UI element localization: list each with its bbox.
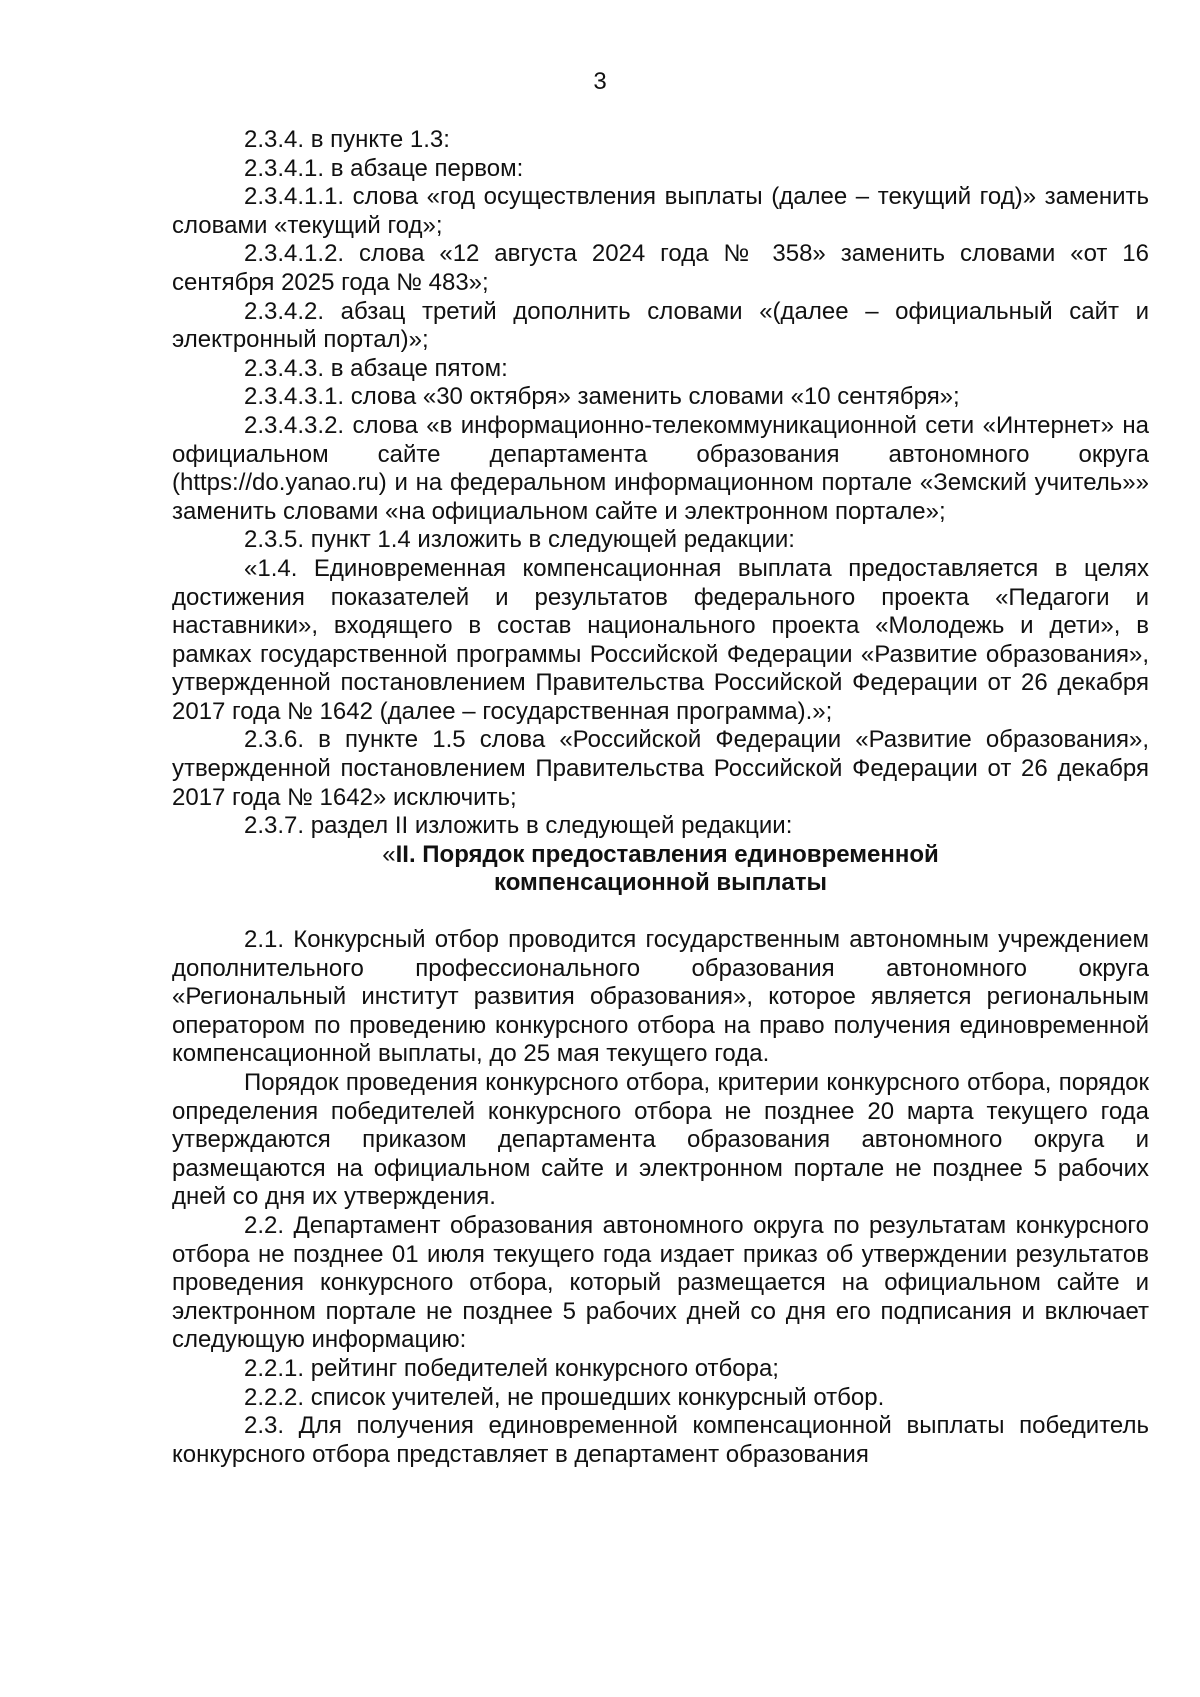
document-body <box>172 126 1149 1469</box>
paragraph: «1.4. Единовременная компенсационная выплата предоставляется в целях достижения показателей и результатов федерального проекта «Педагоги и наставники», входящего в состав национального проекта «Молодежь и дети», в рамках государственной программы Российской Федерации «Развитие образования», утвержденной постановлением Правительства Российской Федерации от 26 декабря 2017 года № 1642 (далее – государственная программа).»; <box>172 554 1149 725</box>
opening-quote: « <box>382 840 396 868</box>
paragraph: 2.3.4.3.1. слова «30 октября» заменить словами «10 сентября»; <box>244 383 960 411</box>
paragraph: 2.2.1. рейтинг победителей конкурсного отбора; <box>244 1354 779 1382</box>
paragraph: 2.1. Конкурсный отбор проводится государственным автономным учреждением дополнительного профессионального образования автономного округа «Региональный институт развития образования», которое является региональным оператором по проведению конкурсного отбора на право получения единовременной компенсационной выплаты, до 25 мая текущего года. <box>172 926 1149 1068</box>
paragraph: 2.3.6. в пункте 1.5 слова «Российской Федерации «Развитие образования», утвержденной постановлением Правительства Российской Федерации от 26 декабря 2017 года № 1642» исключить; <box>172 726 1149 811</box>
paragraph: 2.3.4.1.2. слова «12 августа 2024 года № 358» заменить словами «от 16 сентября 2025 года № 483»; <box>172 240 1149 296</box>
page-number: 3 <box>593 68 607 95</box>
section-heading <box>172 841 1149 898</box>
paragraph: 2.3.4. в пункте 1.3: <box>244 126 450 153</box>
section-heading-line-2: компенсационной выплаты <box>494 869 827 897</box>
paragraph: 2.3.4.1. в абзаце первом: <box>244 154 524 182</box>
section-heading-title: II. Порядок предоставления единовременной <box>395 840 939 868</box>
paragraph: 2.3. Для получения единовременной компенсационной выплаты победитель конкурсного отбора представляет в департамент образования <box>172 1412 1149 1468</box>
paragraph: Порядок проведения конкурсного отбора, критерии конкурсного отбора, порядок определения победителей конкурсного отбора не позднее 20 марта текущего года утверждаются приказом департамента образования автономного округа и размещаются на официальном сайте и электронном портале не позднее 5 рабочих дней со дня их утверждения. <box>172 1069 1149 1211</box>
heading-spacer <box>172 898 1149 926</box>
paragraph: 2.3.4.2. абзац третий дополнить словами «(далее – официальный сайт и электронный портал)»; <box>172 297 1149 354</box>
paragraph: 2.3.7. раздел II изложить в следующей редакции: <box>244 812 793 840</box>
paragraph: 2.2. Департамент образования автономного округа по результатам конкурсного отбора не позднее 01 июля текущего года издает приказ об утверждении результатов проведения конкурсного отбора, который размещается на официальном сайте и электронном портале не позднее 5 рабочих дней со дня его подписания и включает следующую информацию: <box>172 1211 1149 1354</box>
section-heading-line-1 <box>172 841 1149 870</box>
paragraph: 2.3.4.3.2. слова «в информационно-телекоммуникационной сети «Интернет» на официальном сайте департамента образования автономного округа (https://do.yanao.ru) и на федеральном информационном портале «Земский учитель»» заменить словами «на официальном сайте и электронном портале»; <box>172 411 1149 525</box>
paragraph: 2.3.5. пункт 1.4 изложить в следующей редакции: <box>244 526 795 554</box>
paragraph: 2.2.2. список учителей, не прошедших конкурсный отбор. <box>244 1383 885 1411</box>
paragraph: 2.3.4.1.1. слова «год осуществления выплаты (далее – текущий год)» заменить словами «текущий год»; <box>172 183 1149 239</box>
paragraph: 2.3.4.3. в абзаце пятом: <box>244 354 508 382</box>
